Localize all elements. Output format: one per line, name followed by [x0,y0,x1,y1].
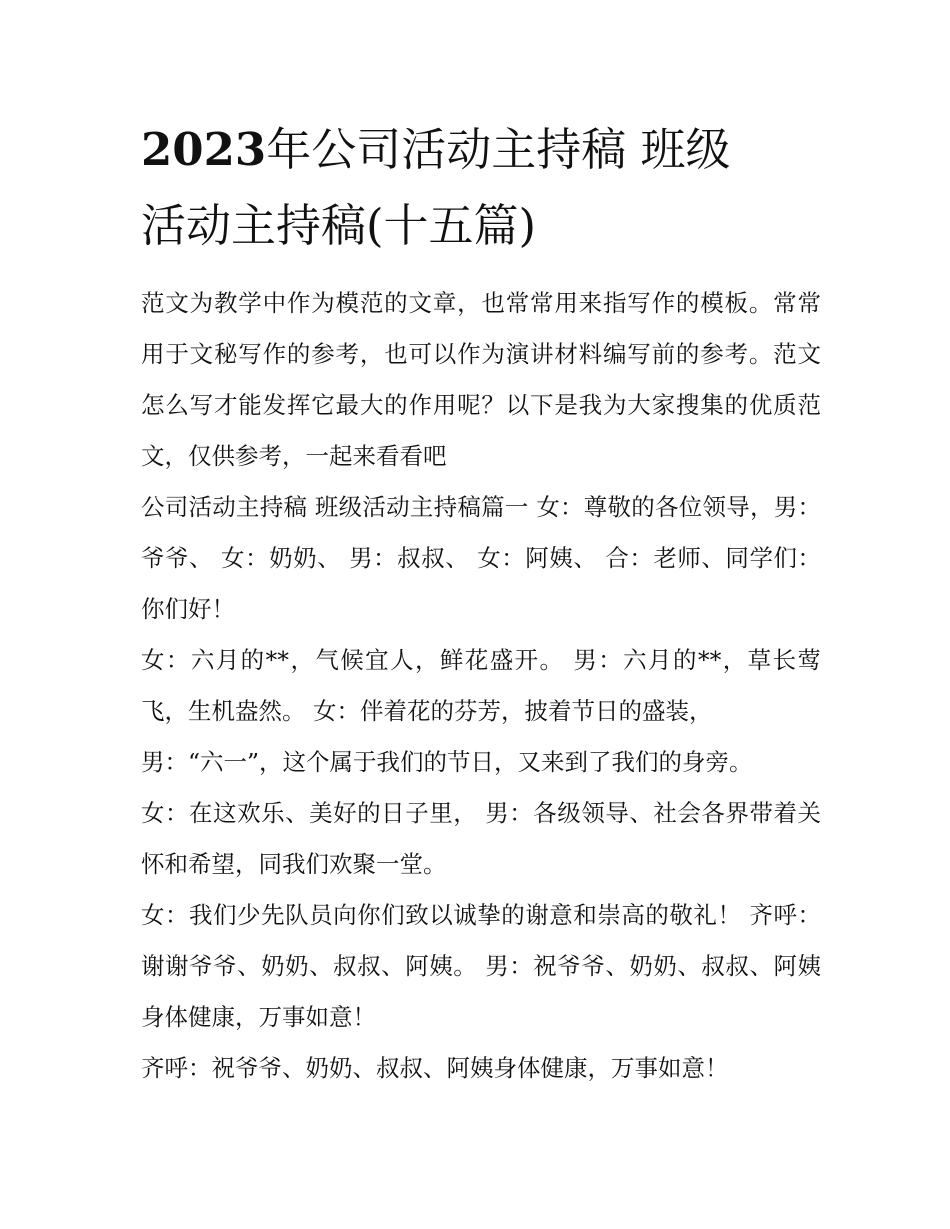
title-line1-rest: 年公司活动主持稿 班级 [266,123,731,176]
paragraph: 男：“六一”，这个属于我们的节日，又来到了我们的身旁。 [141,748,753,776]
paragraph: 齐呼：祝爷爷、奶奶、叔叔、阿姨身体健康，万事如意！ [141,1054,729,1082]
paragraph: 女：我们少先队员向你们致以诚挚的谢意和崇高的敬礼！ 齐呼：谢谢爷爷、奶奶、叔叔、阿姨。 男：祝爷爷、奶奶、叔叔、阿姨身体健康，万事如意！ [141,901,821,1031]
paragraph: 公司活动主持稿 班级活动主持稿篇一 女：尊敬的各位领导，男：爷爷、 女：奶奶、 男：叔叔、 女：阿姨、 合：老师、同学们：你们好！ [141,493,821,623]
document-page [141,112,821,1094]
intro-paragraph: 范文为教学中作为模范的文章，也常常用来指写作的模板。常常用于文秘写作的参考，也可以作为演讲材料编写前的参考。范文怎么写才能发挥它最大的作用呢？以下是我为大家搜集的优质范文，仅供参考，一起来看看吧 [141,289,821,470]
document-body [141,278,821,1094]
title-year: 2023 [141,123,267,176]
paragraph: 女：在这欢乐、美好的日子里， 男：各级领导、社会各界带着关怀和希望，同我们欢聚一堂。 [141,799,821,878]
document-title [141,112,821,264]
title-line2: 活动主持稿(十五篇) [141,199,537,252]
paragraph: 女：六月的**，气候宜人，鲜花盛开。 男：六月的**，草长莺飞，生机盎然。 女：伴着花的芬芳，披着节日的盛装， [141,646,821,725]
